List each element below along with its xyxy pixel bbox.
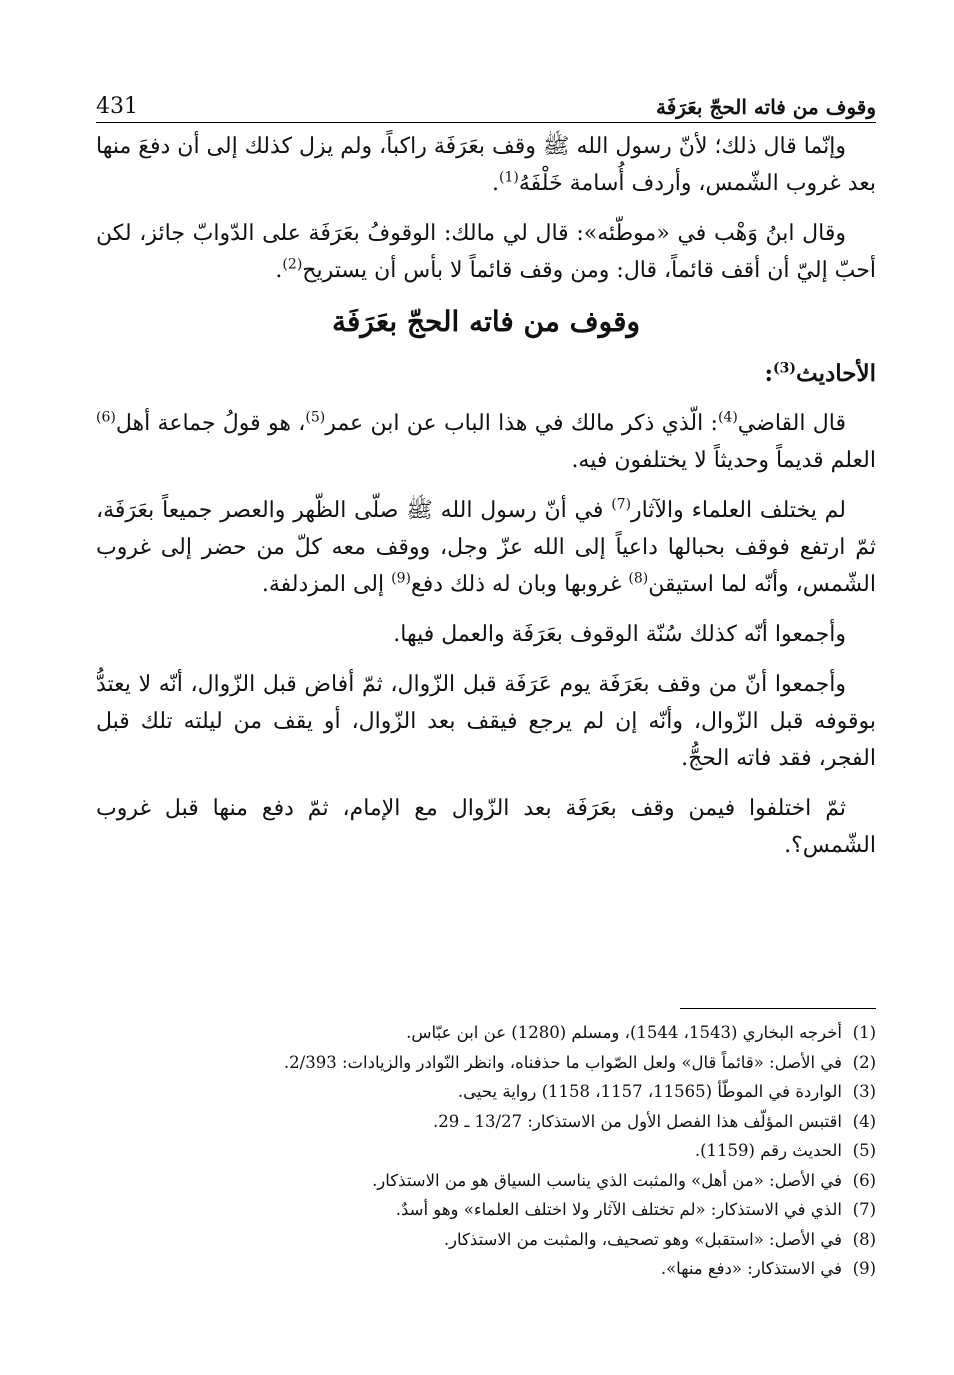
footnote-ref-9[interactable]: (9) (391, 570, 411, 587)
main-text (96, 128, 876, 877)
paragraph-3: قال القاضي$^{(4)}$: الّذي ذكر مالك في هذا الباب عن ابن عمر$^{(5)}$، هو قولُ جماعة أهل$^{(6)}$ العلم قديماً وحديثاً لا يختلفون فيه. (96, 409, 876, 473)
footnote-item (96, 1107, 876, 1137)
footnote-text: الذي في الاستذكار: «لم تختلف الآثار ولا اختلف العلماء» وهو أسدٌ. (395, 1200, 842, 1219)
footnote-text: في الأصل: «استقبل» وهو تصحيف، والمثبت من الاستذكار. (443, 1229, 842, 1249)
footnote-item (96, 1136, 876, 1166)
footnotes-list (96, 1018, 876, 1284)
paragraph-6: وأجمعوا أنّ من وقف بعَرَفَة يوم عَرَفَة قبل الزّوال، ثمّ أفاض قبل الزّوال، أنّه لا يعتدُّ بوقوفه قبل الزّوال، وأنّه إن لم يرجع فيقف بعد الزّوال، أو يقف من ليلته تلك قبل الفجر، فقد فاته الحجُّ. (96, 672, 876, 771)
header-rule (96, 122, 876, 123)
footnote-ref-4[interactable]: (4) (717, 409, 738, 426)
footnote-number: (1) (852, 1023, 876, 1042)
footnote-separator (680, 1008, 876, 1009)
footnote-ref-2[interactable]: (2) (282, 256, 303, 273)
footnote-ref-1[interactable]: (1) (499, 169, 519, 186)
footnote-number: (4) (852, 1111, 876, 1131)
footnote-item (96, 1018, 876, 1048)
footnote-ref-8[interactable]: (8) (628, 570, 649, 587)
footnote-text: الحديث رقم (1159). (694, 1141, 842, 1160)
footnote-number: (6) (852, 1170, 876, 1190)
footnote-number: (2) (852, 1052, 876, 1072)
footnote-text: الواردة في الموطّأ (11565، 1157، 1158) رواية يحيى. (457, 1082, 842, 1101)
page-header (96, 78, 876, 122)
footnote-text: في الأصل: «قائماً قال» ولعل الصّواب ما حذفناه، وانظر النّوادر والزيادات: 2/393. (283, 1052, 842, 1072)
footnote-number: (9) (852, 1259, 876, 1278)
footnote-item (96, 1195, 876, 1225)
paragraph-2: وقال ابنُ وَهْب في «موطّئه»: قال لي مالك: الوقوفُ بعَرَفَة على الدّوابّ جائز، لكن أحبّ إليّ أن أقف قائماً، قال: ومن وقف قائماً لا بأس أن يستريح$^{(2)}$. (96, 221, 876, 283)
footnote-ref-7[interactable]: (7) (611, 496, 632, 513)
footnote-text: في الاستذكار: «دفع منها». (660, 1259, 842, 1278)
footnote-number: (5) (852, 1141, 876, 1160)
paragraph-7: ثمّ اختلفوا فيمن وقف بعَرَفَة بعد الزّوال مع الإمام، ثمّ دفع منها قبل غروب الشّمس؟. (96, 796, 876, 858)
footnote-text: في الأصل: «من أهل» والمثبت الذي يناسب السياق هو من الاستذكار. (372, 1170, 842, 1190)
footnote-item (96, 1225, 876, 1255)
paragraph-1: وإنّما قال ذلك؛ لأنّ رسول الله ﷺ وقف بعَرَفَة راكباً، ولم يزل كذلك إلى أن دفعَ منها بعد غروب الشّمس، وأردف أُسامة خَلْفَهُ$^{(1)}$. (96, 134, 876, 196)
footnote-ref-6[interactable]: (6) (96, 409, 116, 426)
paragraph-4: لم يختلف العلماء والآثار$^{(7)}$ في أنّ رسول الله ﷺ صلّى الظّهر والعصر جميعاً بعَرَفَة، ثمّ ارتفع فوقف بحبالها داعياً إلى الله عزّ وجل، ووقف معه كلّ من حضر إلى غروب الشّمس، وأنّه لما استيقن$^{(8)}$ غروبها وبان له ذلك دفع$^{(9)}$ إلى المزدلفة. (96, 496, 876, 597)
running-head: وقوف من فاته الحجّ بعَرَفَة (655, 95, 876, 119)
footnote-item (96, 1077, 876, 1107)
section-title: وقوف من فاته الحجّ بعَرَفَة (331, 305, 641, 338)
footnote-text: اقتبس المؤلّف هذا الفصل الأول من الاستذكار: 13/27 ـ 29. (432, 1111, 842, 1131)
footnote-ref-3[interactable]: (3) (773, 360, 797, 377)
subhead-ahadith: الأحاديث$^{(3)}$: (764, 360, 876, 387)
footnote-ref-5[interactable]: (5) (305, 409, 326, 426)
paragraph-5: وأجمعوا أنّه كذلك سُنّة الوقوف بعَرَفَة والعمل فيها. (393, 622, 846, 647)
footnote-item (96, 1166, 876, 1196)
footnote-item (96, 1254, 876, 1284)
footnote-number: (8) (852, 1229, 876, 1249)
footnote-number: (3) (852, 1082, 876, 1101)
footnote-text: أخرجه البخاري (1543، 1544)، ومسلم (1280) عن ابن عبّاس. (406, 1023, 842, 1042)
footnote-number: (7) (852, 1200, 876, 1219)
footnote-item (96, 1048, 876, 1078)
page-number: 431 (96, 94, 138, 119)
